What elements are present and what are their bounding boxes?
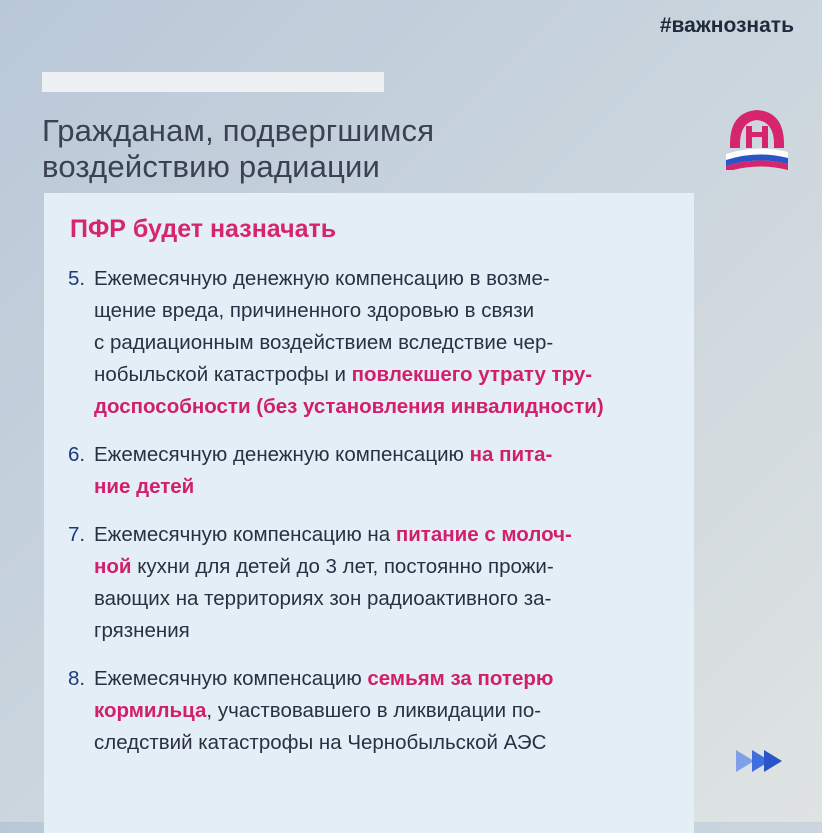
highlighted-text: доспособности (без установления инвалидности) <box>94 395 604 418</box>
item-text-line <box>70 695 660 727</box>
item-text: с радиационным воздействием вследствие чер- <box>94 331 554 354</box>
item-text-line <box>70 295 660 327</box>
item-text-line <box>70 519 660 551</box>
highlighted-text: на пита- <box>469 443 553 466</box>
highlighted-text: питание с молоч- <box>395 523 572 546</box>
item-text-line <box>70 727 660 759</box>
pfr-logo-icon <box>724 104 790 170</box>
highlighted-text: ной <box>94 555 132 578</box>
list-item <box>70 439 660 503</box>
item-text-line <box>70 263 660 295</box>
highlighted-text: кормильца <box>94 699 207 722</box>
item-text-line <box>70 583 660 615</box>
item-text-line <box>70 439 660 471</box>
hashtag: #важнознать <box>659 14 794 37</box>
item-text-line <box>70 391 660 423</box>
item-text-line <box>70 663 660 695</box>
next-arrows-icon[interactable] <box>734 747 782 775</box>
item-number: 5. <box>68 267 86 290</box>
highlighted-text: повлекшего утрату тру- <box>351 363 593 386</box>
highlighted-text: семьям за потерю <box>367 667 554 690</box>
highlighted-text: ние детей <box>94 475 195 498</box>
list-item <box>70 263 660 423</box>
list-item <box>70 519 660 647</box>
page-title-line-2: воздействию радиации <box>42 149 381 184</box>
info-card <box>44 193 694 833</box>
item-text: кухни для детей до 3 лет, постоянно прожи- <box>131 555 554 578</box>
header-bar <box>42 72 384 92</box>
item-text: грязнения <box>94 619 190 642</box>
item-number: 6. <box>68 443 86 466</box>
card-heading: ПФР будет назначать <box>70 215 337 243</box>
item-number: 8. <box>68 667 86 690</box>
item-text: щение вреда, причиненного здоровью в связи <box>94 299 535 322</box>
item-text-line <box>70 551 660 583</box>
item-text: Ежемесячную денежную компенсацию <box>94 443 470 466</box>
item-text: Ежемесячную денежную компенсацию в возме- <box>94 267 550 290</box>
item-text: вающих на территориях зон радиоактивного за- <box>94 587 552 610</box>
item-text: нобыльской катастрофы и <box>94 363 352 386</box>
item-text: следствий катастрофы на Чернобыльской АЭС <box>94 731 547 754</box>
item-text: Ежемесячную компенсацию <box>94 667 368 690</box>
item-text: Ежемесячную компенсацию на <box>94 523 396 546</box>
item-text: , участвовавшего в ликвидации по- <box>206 699 542 722</box>
page-title-line-1: Гражданам, подвергшимся <box>42 113 435 148</box>
page-title <box>42 113 642 185</box>
list-item <box>70 663 660 759</box>
item-text-line <box>70 359 660 391</box>
item-text-line <box>70 615 660 647</box>
item-text-line <box>70 471 660 503</box>
item-text-line <box>70 327 660 359</box>
item-number: 7. <box>68 523 86 546</box>
